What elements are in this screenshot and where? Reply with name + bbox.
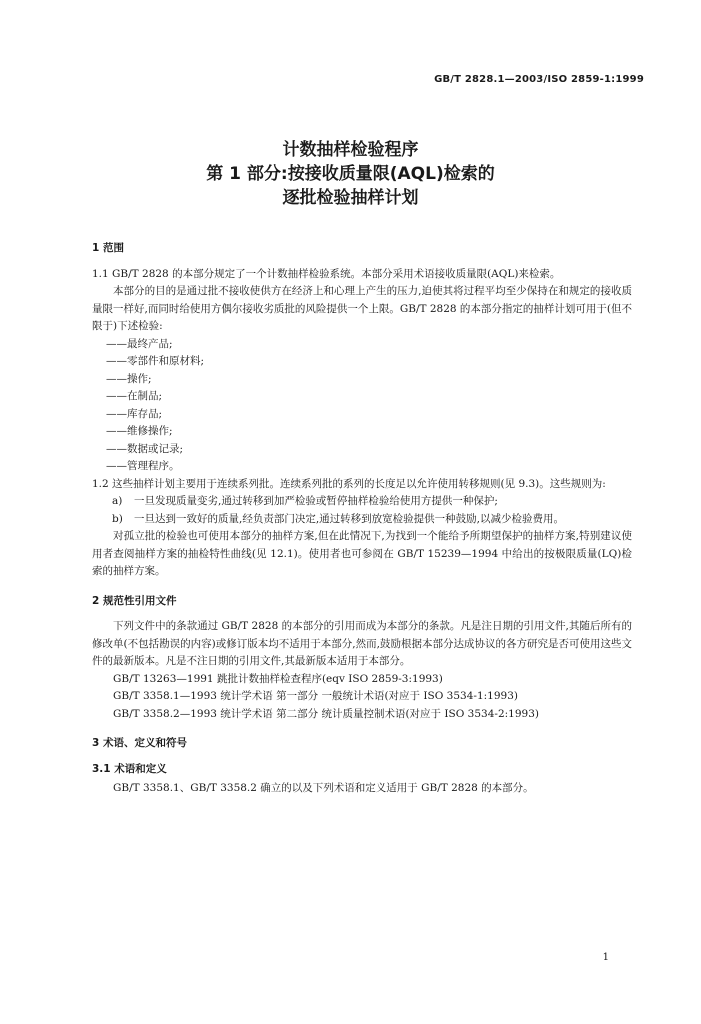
reference-item: GB/T 13263—1991 跳批计数抽样检查程序(eqv ISO 2859-3:1993) (113, 672, 443, 685)
standard-code: GB/T 2828.1—2003/ISO 2859-1:1999 (434, 74, 644, 85)
paragraph-terms: GB/T 3358.1、GB/T 3358.2 确立的以及下列术语和定义适用于 GB/T 2828 的本部分。 (113, 782, 534, 794)
section-1-heading: 1 范围 (92, 242, 124, 254)
reference-item: GB/T 3358.2—1993 统计学术语 第二部分 统计质量控制术语(对应于 ISO 3534-2:1993) (113, 707, 539, 720)
list-item: ——管理程序。 (106, 460, 180, 472)
paragraph-normative-refs: 下列文件中的条款通过 GB/T 2828 的本部分的引用而成为本部分的条款。凡是注日期的引用文件,其随后所有的修改单(不包括勘误的内容)或修订版本均不适用于本部分,然而,鼓励根据本部分达成协议的各方研究是否可使用这些文件的最新版本。凡是不注日期的引用文件,其最新版本适用于本部分。 (92, 620, 632, 667)
rule-item-b (112, 511, 632, 529)
list-item: ——在制品; (106, 390, 163, 402)
document-title-line-3: 逐批检验抽样计划 (282, 188, 419, 208)
paragraph-1-1: 1.1 GB/T 2828 的本部分规定了一个计数抽样检验系统。本部分采用术语接收质量限(AQL)来检索。 (92, 267, 561, 280)
paragraph-isolated-lots: 对孤立批的检验也可使用本部分的抽样方案,但在此情况下,为找到一个能给予所期望保护的抽样方案,特别建议使用者查阅抽样方案的抽检特性曲线(见 12.1)。使用者也可参阅在 GB/T 15239—1994 中给出的按极限质量(LQ)检索的抽样方案。 (92, 530, 632, 577)
list-item: ——库存品; (106, 407, 163, 420)
rule-item-a (112, 493, 632, 511)
reference-item: GB/T 3358.1—1993 统计学术语 第一部分 一般统计术语(对应于 ISO 3534-1:1993) (113, 690, 518, 702)
page-number: 1 (602, 952, 609, 963)
list-item: ——维修操作; (106, 425, 173, 437)
paragraph-purpose: 本部分的目的是通过批不接收使供方在经济上和心理上产生的压力,迫使其将过程平均至少保持在和规定的接收质量限一样好,而同时给使用方偶尔接收劣质批的风险提供一个上限。GB/T 2828 的本部分指定的抽样计划可用于(但不限于)下述检验: (92, 285, 632, 332)
list-item: ——零部件和原材料; (106, 355, 205, 367)
section-3-1-heading: 3.1 术语和定义 (92, 762, 167, 775)
section-3-heading: 3 术语、定义和符号 (92, 737, 187, 749)
rule-label: b) (112, 512, 123, 525)
list-item: ——最终产品; (106, 337, 173, 350)
rule-text: 一旦达到一致好的质量,经负责部门决定,通过转移到放宽检验提供一种鼓励,以减少检验费用。 (134, 512, 565, 525)
inspection-list (92, 336, 632, 476)
document-title-line-1: 计数抽样检验程序 (282, 140, 419, 160)
list-item: ——数据或记录; (106, 442, 184, 455)
rule-label: a) (112, 495, 123, 507)
rule-text: 一旦发现质量变劣,通过转移到加严检验或暂停抽样检验给使用方提供一种保护; (134, 495, 498, 507)
document-body (92, 240, 632, 798)
section-2-heading: 2 规范性引用文件 (92, 594, 177, 607)
list-item: ——操作; (106, 372, 152, 385)
paragraph-1-2: 1.2 这些抽样计划主要用于连续系列批。连续系列批的系列的长度足以允许使用转移规则(见 9.3)。这些规则为: (92, 477, 606, 490)
document-title-line-2: 第 1 部分:按接收质量限(AQL)检索的 (206, 164, 495, 184)
